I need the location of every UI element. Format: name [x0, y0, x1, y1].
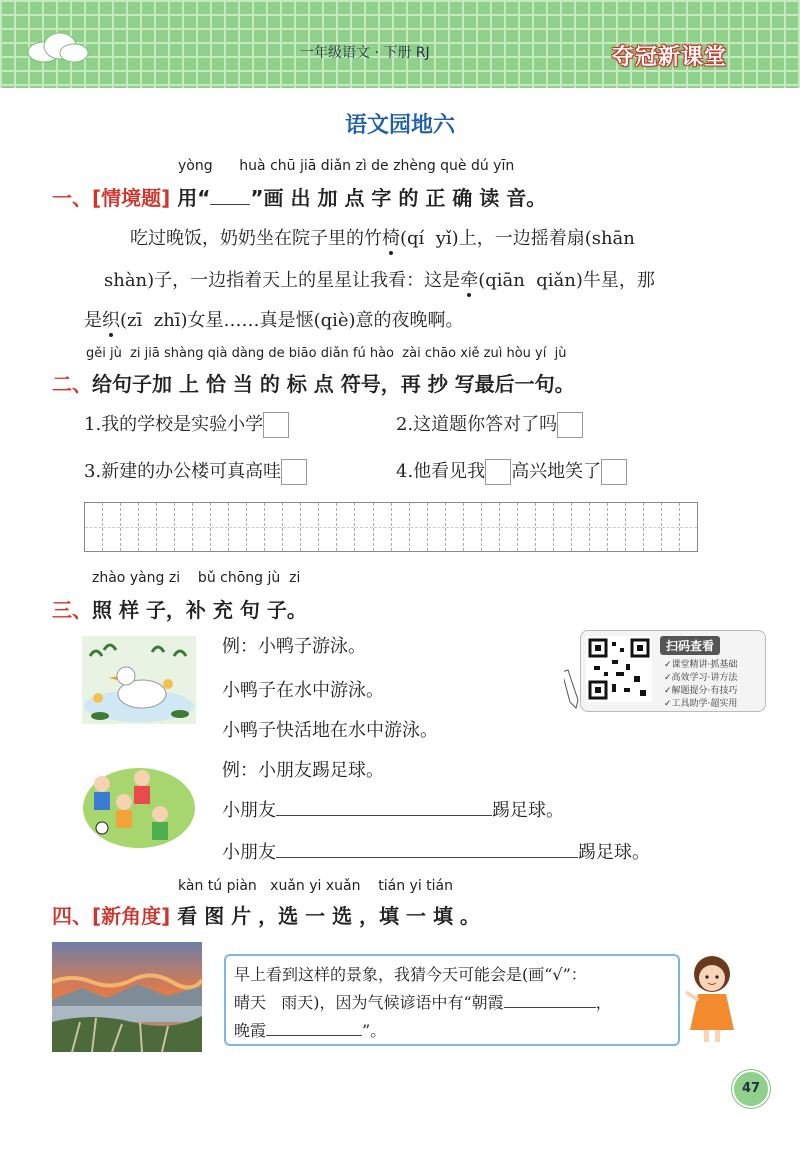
- q2-instruction: [52, 368, 575, 397]
- q3-instr-text: 照 样 子，补 充 句 子。: [92, 598, 307, 622]
- q1-line-1: 吃过晚饭，奶奶坐在院子里的竹椅(qí yǐ)上，一边摇着扇(shān: [130, 228, 635, 249]
- q1-instruction: [52, 182, 546, 211]
- q4-line-2: 晴天 雨天)，因为气候谚语中有“朝霞 ，: [234, 993, 612, 1012]
- punctuation-box[interactable]: [557, 412, 583, 438]
- qr-item: ✓高效学习·讲方法: [664, 673, 738, 683]
- answer-blank[interactable]: [276, 815, 492, 816]
- punctuation-box[interactable]: [601, 459, 627, 485]
- q4-instr-text: 看 图 片 ，选 一 选 ，填 一 填 。: [177, 904, 480, 928]
- q2-sentence-1: 1.我的学校是实验小学: [84, 410, 289, 438]
- q1-instr-a: 用“: [177, 186, 211, 210]
- q2-sentence-4: 4.他看见我 高兴地笑了: [396, 457, 627, 485]
- sunrise-landscape-illustration: [52, 942, 202, 1052]
- q4-instruction: [52, 900, 480, 929]
- q2-instr-text: 给句子加 上 恰 当 的 标 点 符号，再 抄 写最后一句。: [92, 372, 575, 396]
- plain-char: 惬: [295, 310, 314, 331]
- q2-number: 二、: [52, 372, 92, 396]
- q4-tag: [新角度]: [92, 904, 171, 928]
- q1-underline-sample: [210, 204, 250, 205]
- qr-item: ✓解题提分·有技巧: [664, 686, 738, 696]
- punctuation-box[interactable]: [263, 412, 289, 438]
- q1-line-3: 是织(zī zhī)女星……真是惬(qiè)意的夜晚啊。: [84, 310, 464, 331]
- q3-fill-1: 小朋友 踢足球。: [222, 800, 564, 821]
- q3-example-1b: 小鸭子快活地在水中游泳。: [222, 720, 438, 741]
- dotted-char: 织: [102, 310, 120, 331]
- q3-instruction: [52, 594, 307, 623]
- page-title: 语文园地六: [344, 113, 455, 138]
- qr-item: ✓课堂精讲·抓基础: [664, 660, 738, 670]
- answer-blank[interactable]: [504, 1007, 596, 1008]
- q1-pinyin: yòng huà chū jiā diǎn zì de zhèng què dú yīn: [178, 158, 515, 174]
- q4-line-3: 晚霞 ”。: [234, 1021, 387, 1040]
- q2-sentence-3: 3.新建的办公楼可真高哇: [84, 457, 307, 485]
- writing-grid[interactable]: [84, 502, 698, 552]
- pencil-icon: [564, 668, 584, 712]
- punctuation-box[interactable]: [485, 459, 511, 485]
- qr-code-icon[interactable]: [586, 636, 652, 702]
- q2-pinyin: gěi jù zi jiā shàng qià dàng de biāo diǎn fú hào zài chāo xiě zuì hòu yí jù: [86, 346, 567, 361]
- q3-example-1a: 小鸭子在水中游泳。: [222, 680, 384, 701]
- q3-number: 三、: [52, 598, 92, 622]
- brand-logo: 夺冠新课堂: [612, 45, 728, 70]
- girl-character-illustration: [682, 950, 742, 1046]
- q2-sentence-2: 2.这道题你答对了吗: [396, 410, 583, 438]
- answer-blank[interactable]: [266, 1035, 362, 1036]
- q4-line-1: 早上看到这样的景象，我猜今天可能会是(画“√”：: [234, 965, 587, 984]
- q4-pinyin: kàn tú piàn xuǎn yi xuǎn tián yi tián: [178, 878, 453, 894]
- q3-example-1: 例：小鸭子游泳。: [222, 636, 366, 657]
- q3-pinyin: zhào yàng zi bǔ chōng jù zi: [92, 570, 301, 586]
- dotted-char: 椅: [382, 228, 400, 249]
- q1-instr-b: ”画 出 加 点 字 的 正 确 读 音。: [250, 186, 547, 210]
- soccer-kids-illustration: [82, 758, 196, 850]
- q3-example-2: 例：小朋友踢足球。: [222, 760, 384, 781]
- page-number: 47: [732, 1070, 770, 1108]
- qr-label: 扫码查看: [660, 636, 720, 655]
- q3-fill-2: 小朋友 踢足球。: [222, 842, 650, 863]
- q4-number: 四、: [52, 904, 92, 928]
- dotted-char: 牵: [460, 270, 479, 291]
- duck-illustration: [82, 636, 196, 724]
- header-subtitle: 一年级语文 · 下册 RJ: [300, 45, 430, 61]
- q1-line-2: shàn)子，一边指着天上的星星让我看：这是牵(qiān qiǎn)牛星，那: [104, 270, 655, 291]
- qr-item: ✓工具助学·超实用: [664, 699, 738, 709]
- punctuation-box[interactable]: [281, 459, 307, 485]
- q1-tag: [情境题]: [92, 186, 171, 210]
- answer-blank[interactable]: [276, 857, 578, 858]
- q1-number: 一、: [52, 186, 92, 210]
- cloud-icon: [22, 30, 92, 64]
